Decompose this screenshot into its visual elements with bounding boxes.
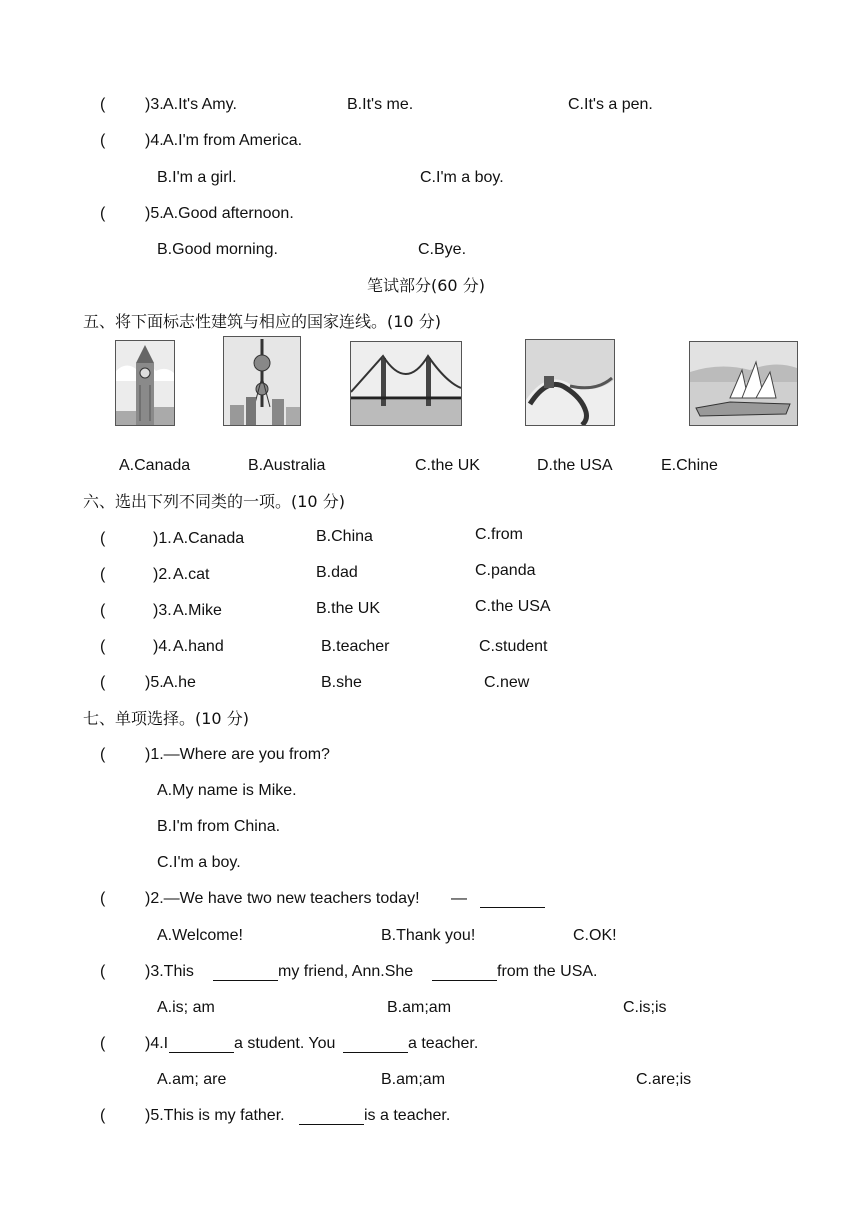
country-option: A.Canada (119, 457, 191, 474)
option-a: A.he (163, 674, 196, 691)
answer-paren: ( (100, 132, 106, 149)
answer-paren: ( (100, 746, 106, 763)
answer-paren: ( (100, 890, 106, 907)
question-5-option-b: B.Good morning. (157, 241, 278, 258)
answer-paren: ( (100, 530, 106, 547)
answer-blank[interactable] (432, 966, 497, 981)
question-1-option-b: B.I'm from China. (157, 818, 281, 835)
answer-paren: ( (100, 963, 106, 980)
country-option: D.the USA (537, 457, 613, 474)
answer-paren: ( (100, 602, 106, 619)
question-number: )3. (153, 602, 172, 619)
question-4-option-a: A.am; are (157, 1071, 227, 1088)
option-c: C.panda (475, 562, 536, 579)
sydney-opera-house-icon (689, 341, 798, 426)
answer-blank[interactable] (299, 1110, 364, 1125)
option-b: B.China (316, 528, 373, 545)
option-b: B.dad (316, 564, 358, 581)
big-ben-icon (115, 340, 175, 426)
answer-paren: ( (100, 96, 106, 113)
answer-paren: ( (100, 1107, 106, 1124)
question-3-stem-part2: my friend, Ann.She (278, 963, 414, 980)
option-c: C.from (475, 526, 523, 543)
answer-paren: ( (100, 566, 106, 583)
answer-paren: ( (100, 674, 106, 691)
question-3-option-b: B.am;am (387, 999, 452, 1016)
question-number: )4. (153, 638, 172, 655)
option-a: A.hand (173, 638, 224, 655)
question-3-option-a-text: A.It's Amy. (163, 96, 237, 113)
answer-blank[interactable] (213, 966, 278, 981)
answer-blank[interactable] (169, 1038, 234, 1053)
question-1-option-c: C.I'm a boy. (157, 854, 241, 871)
question-1-option-a: A.My name is Mike. (157, 782, 297, 799)
question-4-option-b: B.am;am (381, 1071, 446, 1088)
question-5-stem-part1: )5.This is my father. (145, 1107, 285, 1124)
question-4-number: )4. (145, 132, 164, 149)
question-4-option-b: B.I'm a girl. (157, 169, 237, 186)
oriental-pearl-tower-icon (223, 336, 301, 426)
question-3-option-c: C.is;is (623, 999, 667, 1016)
question-4-option-c: C.are;is (636, 1071, 692, 1088)
option-b: B.the UK (316, 600, 381, 617)
country-option: C.the UK (415, 457, 480, 474)
option-c: C.the USA (475, 598, 551, 615)
option-b: B.teacher (321, 638, 390, 655)
question-2-option-c: C.OK! (573, 927, 617, 944)
question-number: )2. (153, 566, 172, 583)
option-c: C.student (479, 638, 548, 655)
question-3-option-b: B.It's me. (347, 96, 414, 113)
country-option: B.Australia (248, 457, 326, 474)
written-section-heading: 笔试部分(60 分) (367, 276, 485, 295)
question-number: )1. (153, 530, 172, 547)
option-a: A.cat (173, 566, 210, 583)
answer-paren: ( (100, 205, 106, 222)
question-5-option-c: C.Bye. (418, 241, 467, 258)
question-4-stem-part3: a teacher. (408, 1035, 479, 1052)
question-2-dash: — (451, 890, 467, 907)
option-a: A.Mike (173, 602, 222, 619)
question-5-option-a: A.Good afternoon. (163, 205, 294, 222)
question-4-option-c: C.I'm a boy. (420, 169, 504, 186)
question-2-option-a: A.Welcome! (157, 927, 243, 944)
answer-blank[interactable] (343, 1038, 408, 1053)
answer-blank[interactable] (480, 893, 545, 908)
question-3-option-c: C.It's a pen. (568, 96, 653, 113)
question-4-stem-part1: )4.I (145, 1035, 169, 1052)
question-4-stem-part2: a student. You (234, 1035, 336, 1052)
section-7-title: 七、单项选择。(10 分) (83, 709, 249, 728)
question-5-number: )5. (145, 205, 164, 222)
answer-paren: ( (100, 1035, 106, 1052)
great-wall-icon (525, 339, 615, 426)
golden-gate-bridge-icon (350, 341, 462, 426)
question-5-stem-part2: is a teacher. (364, 1107, 451, 1124)
answer-paren: ( (100, 638, 106, 655)
question-4-option-a: A.I'm from America. (163, 132, 303, 149)
question-2-stem: )2.—We have two new teachers today! (145, 890, 420, 907)
option-b: B.she (321, 674, 362, 691)
option-a: A.Canada (173, 530, 245, 547)
question-3-option-a: )3. (145, 96, 164, 113)
question-2-option-b: B.Thank you! (381, 927, 476, 944)
question-number: )5. (145, 674, 164, 691)
section-6-title: 六、选出下列不同类的一项。(10 分) (83, 492, 345, 511)
question-3-stem-part3: from the USA. (497, 963, 598, 980)
section-5-title: 五、将下面标志性建筑与相应的国家连线。(10 分) (83, 312, 441, 331)
question-3-option-a: A.is; am (157, 999, 215, 1016)
country-option: E.Chine (661, 457, 718, 474)
option-c: C.new (484, 674, 530, 691)
question-3-stem-part1: )3.This (145, 963, 194, 980)
question-1-stem: )1.—Where are you from? (145, 746, 330, 763)
